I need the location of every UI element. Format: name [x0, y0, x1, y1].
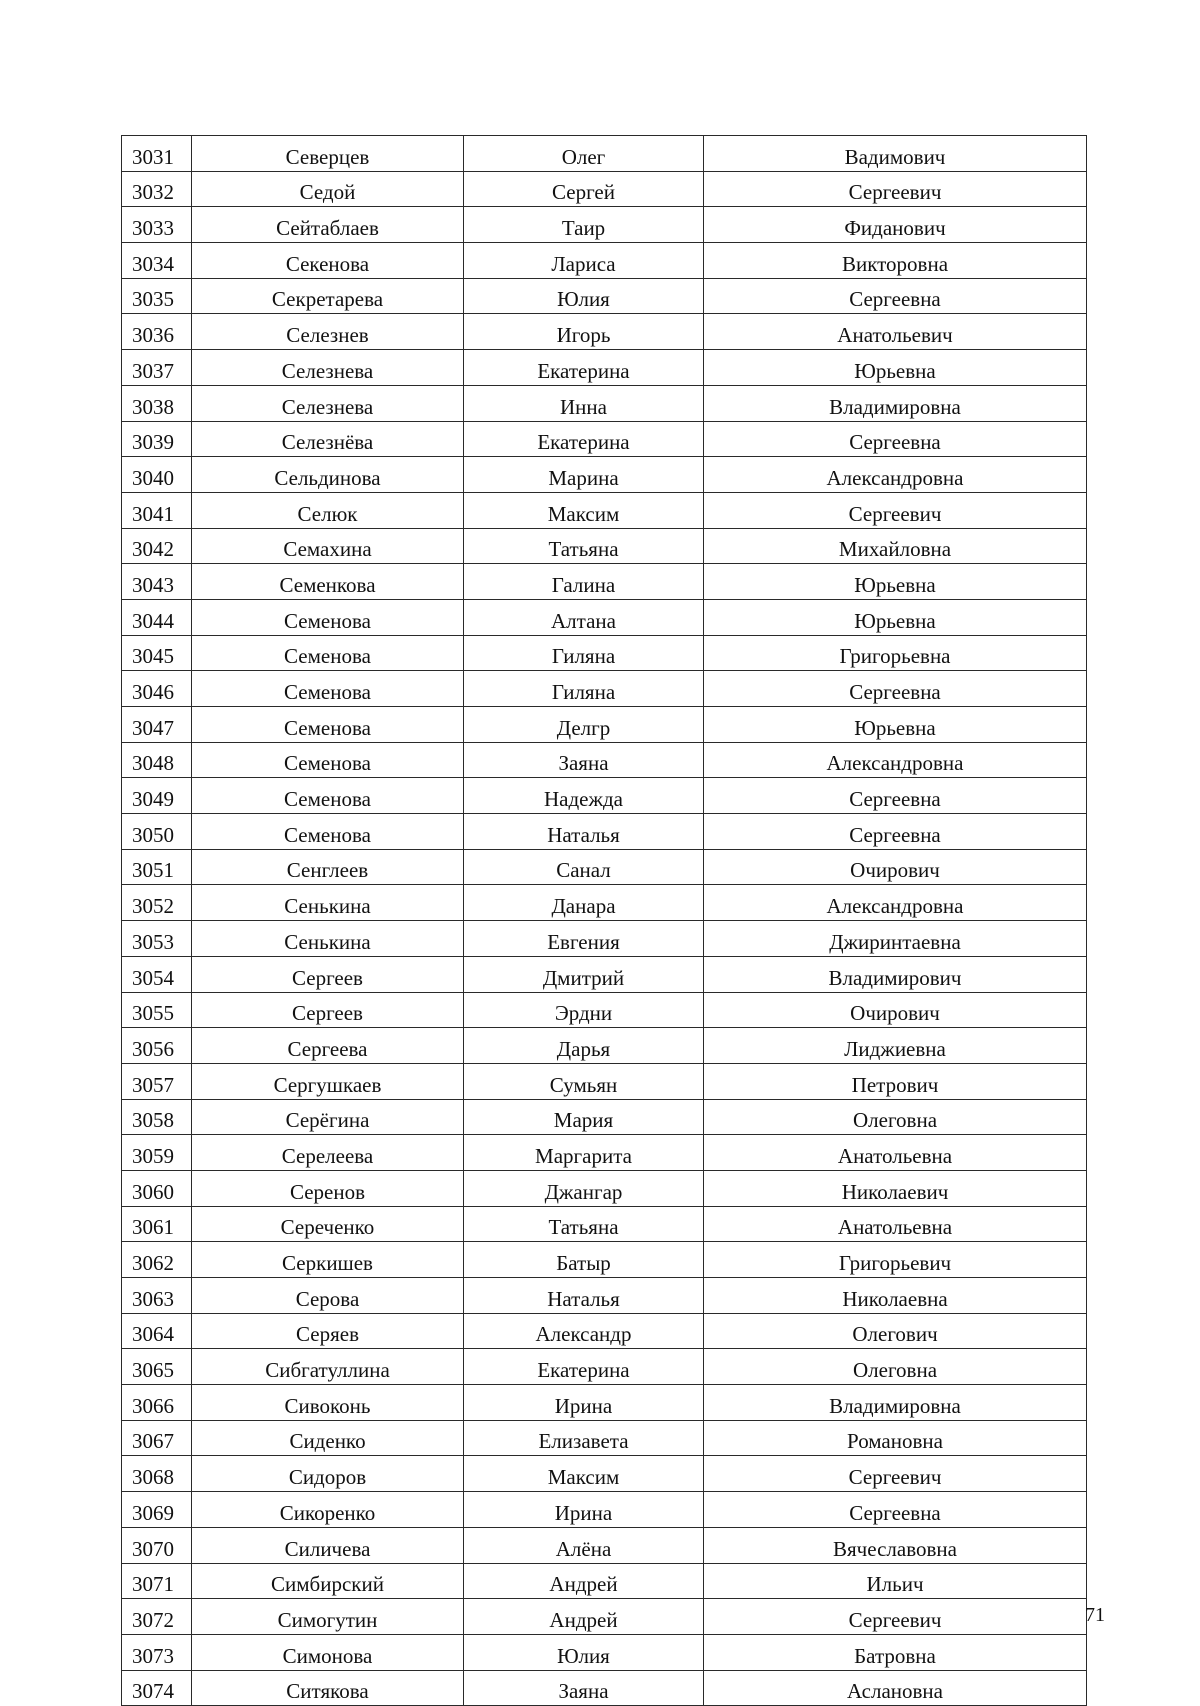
table-row [122, 278, 1087, 314]
table-row [122, 171, 1087, 207]
patronymic-cell: Петрович [704, 1063, 1087, 1099]
patronymic-cell: Владимировна [704, 385, 1087, 421]
last-name-cell: Семенова [192, 707, 464, 743]
row-number-cell: 3033 [122, 207, 192, 243]
last-name-cell: Семенова [192, 599, 464, 635]
last-name-cell: Сенькина [192, 921, 464, 957]
first-name-cell: Екатерина [464, 421, 704, 457]
page-number: 71 [1085, 1604, 1105, 1626]
last-name-cell: Сибгатуллина [192, 1349, 464, 1385]
last-name-cell: Семенова [192, 671, 464, 707]
patronymic-cell: Анатольевна [704, 1206, 1087, 1242]
patronymic-cell: Сергеевич [704, 1599, 1087, 1635]
patronymic-cell: Ильич [704, 1563, 1087, 1599]
table-row [122, 314, 1087, 350]
row-number-cell: 3058 [122, 1099, 192, 1135]
row-number-cell: 3047 [122, 707, 192, 743]
patronymic-cell: Очирович [704, 849, 1087, 885]
first-name-cell: Андрей [464, 1563, 704, 1599]
table-row [122, 1599, 1087, 1635]
last-name-cell: Семенова [192, 635, 464, 671]
patronymic-cell: Батровна [704, 1634, 1087, 1670]
name-table-body [122, 136, 1087, 1706]
last-name-cell: Серёгина [192, 1099, 464, 1135]
row-number-cell: 3032 [122, 171, 192, 207]
row-number-cell: 3041 [122, 492, 192, 528]
patronymic-cell: Сергеевич [704, 1456, 1087, 1492]
first-name-cell: Заяна [464, 742, 704, 778]
row-number-cell: 3048 [122, 742, 192, 778]
table-row [122, 599, 1087, 635]
row-number-cell: 3055 [122, 992, 192, 1028]
patronymic-cell: Лиджиевна [704, 1028, 1087, 1064]
table-row [122, 1242, 1087, 1278]
last-name-cell: Сергеев [192, 956, 464, 992]
row-number-cell: 3067 [122, 1420, 192, 1456]
patronymic-cell: Григорьевна [704, 635, 1087, 671]
patronymic-cell: Сергеевна [704, 814, 1087, 850]
first-name-cell: Юлия [464, 1634, 704, 1670]
row-number-cell: 3071 [122, 1563, 192, 1599]
name-table [121, 135, 1087, 1706]
row-number-cell: 3050 [122, 814, 192, 850]
first-name-cell: Игорь [464, 314, 704, 350]
first-name-cell: Батыр [464, 1242, 704, 1278]
first-name-cell: Андрей [464, 1599, 704, 1635]
first-name-cell: Екатерина [464, 350, 704, 386]
table-row [122, 243, 1087, 279]
patronymic-cell: Александровна [704, 457, 1087, 493]
first-name-cell: Дарья [464, 1028, 704, 1064]
row-number-cell: 3043 [122, 564, 192, 600]
table-row [122, 457, 1087, 493]
last-name-cell: Серяев [192, 1313, 464, 1349]
table-row [122, 742, 1087, 778]
row-number-cell: 3051 [122, 849, 192, 885]
row-number-cell: 3034 [122, 243, 192, 279]
patronymic-cell: Олеговна [704, 1349, 1087, 1385]
first-name-cell: Александр [464, 1313, 704, 1349]
table-row [122, 1385, 1087, 1421]
patronymic-cell: Вадимович [704, 136, 1087, 172]
table-row [122, 1028, 1087, 1064]
last-name-cell: Серова [192, 1278, 464, 1314]
last-name-cell: Сергеев [192, 992, 464, 1028]
row-number-cell: 3068 [122, 1456, 192, 1492]
last-name-cell: Семенова [192, 814, 464, 850]
row-number-cell: 3073 [122, 1634, 192, 1670]
patronymic-cell: Сергеевна [704, 671, 1087, 707]
patronymic-cell: Викторовна [704, 243, 1087, 279]
first-name-cell: Ирина [464, 1385, 704, 1421]
last-name-cell: Седой [192, 171, 464, 207]
first-name-cell: Надежда [464, 778, 704, 814]
patronymic-cell: Романовна [704, 1420, 1087, 1456]
patronymic-cell: Александровна [704, 742, 1087, 778]
last-name-cell: Селюк [192, 492, 464, 528]
patronymic-cell: Сергеевич [704, 492, 1087, 528]
first-name-cell: Джангар [464, 1170, 704, 1206]
first-name-cell: Екатерина [464, 1349, 704, 1385]
last-name-cell: Селезнёва [192, 421, 464, 457]
first-name-cell: Максим [464, 492, 704, 528]
last-name-cell: Сельдинова [192, 457, 464, 493]
first-name-cell: Заяна [464, 1670, 704, 1706]
table-row [122, 1170, 1087, 1206]
first-name-cell: Евгения [464, 921, 704, 957]
patronymic-cell: Сергеевна [704, 278, 1087, 314]
last-name-cell: Семенова [192, 778, 464, 814]
patronymic-cell: Сергеевна [704, 1492, 1087, 1528]
first-name-cell: Алтана [464, 599, 704, 635]
last-name-cell: Ситякова [192, 1670, 464, 1706]
row-number-cell: 3056 [122, 1028, 192, 1064]
last-name-cell: Селезнева [192, 350, 464, 386]
first-name-cell: Татьяна [464, 528, 704, 564]
row-number-cell: 3057 [122, 1063, 192, 1099]
table-row [122, 992, 1087, 1028]
row-number-cell: 3060 [122, 1170, 192, 1206]
patronymic-cell: Анатольевна [704, 1135, 1087, 1171]
table-row [122, 814, 1087, 850]
first-name-cell: Максим [464, 1456, 704, 1492]
last-name-cell: Симонова [192, 1634, 464, 1670]
table-row [122, 492, 1087, 528]
last-name-cell: Семенкова [192, 564, 464, 600]
patronymic-cell: Владимировна [704, 1385, 1087, 1421]
last-name-cell: Селезнева [192, 385, 464, 421]
last-name-cell: Сивоконь [192, 1385, 464, 1421]
table-row [122, 1135, 1087, 1171]
first-name-cell: Галина [464, 564, 704, 600]
first-name-cell: Сумьян [464, 1063, 704, 1099]
first-name-cell: Алёна [464, 1527, 704, 1563]
row-number-cell: 3061 [122, 1206, 192, 1242]
first-name-cell: Наталья [464, 814, 704, 850]
row-number-cell: 3066 [122, 1385, 192, 1421]
table-row [122, 1349, 1087, 1385]
last-name-cell: Сейтаблаев [192, 207, 464, 243]
first-name-cell: Инна [464, 385, 704, 421]
last-name-cell: Силичева [192, 1527, 464, 1563]
first-name-cell: Татьяна [464, 1206, 704, 1242]
table-row [122, 350, 1087, 386]
table-row [122, 778, 1087, 814]
table-row [122, 671, 1087, 707]
first-name-cell: Маргарита [464, 1135, 704, 1171]
table-row [122, 207, 1087, 243]
table-row [122, 385, 1087, 421]
table-row [122, 707, 1087, 743]
row-number-cell: 3059 [122, 1135, 192, 1171]
last-name-cell: Сидоров [192, 1456, 464, 1492]
last-name-cell: Сенькина [192, 885, 464, 921]
first-name-cell: Мария [464, 1099, 704, 1135]
patronymic-cell: Джиринтаевна [704, 921, 1087, 957]
first-name-cell: Гиляна [464, 635, 704, 671]
first-name-cell: Юлия [464, 278, 704, 314]
first-name-cell: Сергей [464, 171, 704, 207]
row-number-cell: 3070 [122, 1527, 192, 1563]
row-number-cell: 3062 [122, 1242, 192, 1278]
patronymic-cell: Очирович [704, 992, 1087, 1028]
last-name-cell: Сергушкаев [192, 1063, 464, 1099]
row-number-cell: 3044 [122, 599, 192, 635]
patronymic-cell: Григорьевич [704, 1242, 1087, 1278]
last-name-cell: Сереченко [192, 1206, 464, 1242]
row-number-cell: 3063 [122, 1278, 192, 1314]
last-name-cell: Сергеева [192, 1028, 464, 1064]
row-number-cell: 3036 [122, 314, 192, 350]
row-number-cell: 3038 [122, 385, 192, 421]
table-row [122, 421, 1087, 457]
table-row [122, 1492, 1087, 1528]
patronymic-cell: Николаевна [704, 1278, 1087, 1314]
table-row [122, 1563, 1087, 1599]
last-name-cell: Симбирский [192, 1563, 464, 1599]
row-number-cell: 3035 [122, 278, 192, 314]
first-name-cell: Делгр [464, 707, 704, 743]
first-name-cell: Марина [464, 457, 704, 493]
table-row [122, 956, 1087, 992]
row-number-cell: 3040 [122, 457, 192, 493]
patronymic-cell: Олегович [704, 1313, 1087, 1349]
table-row [122, 1099, 1087, 1135]
first-name-cell: Лариса [464, 243, 704, 279]
table-row [122, 1313, 1087, 1349]
patronymic-cell: Фиданович [704, 207, 1087, 243]
patronymic-cell: Юрьевна [704, 707, 1087, 743]
table-row [122, 1670, 1087, 1706]
table-row [122, 1456, 1087, 1492]
row-number-cell: 3065 [122, 1349, 192, 1385]
patronymic-cell: Юрьевна [704, 599, 1087, 635]
row-number-cell: 3053 [122, 921, 192, 957]
row-number-cell: 3052 [122, 885, 192, 921]
patronymic-cell: Николаевич [704, 1170, 1087, 1206]
first-name-cell: Ирина [464, 1492, 704, 1528]
first-name-cell: Гиляна [464, 671, 704, 707]
table-row [122, 1063, 1087, 1099]
patronymic-cell: Александровна [704, 885, 1087, 921]
patronymic-cell: Вячеславовна [704, 1527, 1087, 1563]
last-name-cell: Серелеева [192, 1135, 464, 1171]
row-number-cell: 3054 [122, 956, 192, 992]
first-name-cell: Данара [464, 885, 704, 921]
table-row [122, 1420, 1087, 1456]
table-row [122, 849, 1087, 885]
patronymic-cell: Михайловна [704, 528, 1087, 564]
row-number-cell: 3039 [122, 421, 192, 457]
last-name-cell: Секенова [192, 243, 464, 279]
table-row [122, 1527, 1087, 1563]
table-row [122, 564, 1087, 600]
row-number-cell: 3031 [122, 136, 192, 172]
patronymic-cell: Сергеевна [704, 778, 1087, 814]
row-number-cell: 3064 [122, 1313, 192, 1349]
first-name-cell: Эрдни [464, 992, 704, 1028]
first-name-cell: Дмитрий [464, 956, 704, 992]
last-name-cell: Семахина [192, 528, 464, 564]
first-name-cell: Наталья [464, 1278, 704, 1314]
table-row [122, 1634, 1087, 1670]
last-name-cell: Секретарева [192, 278, 464, 314]
last-name-cell: Серенов [192, 1170, 464, 1206]
last-name-cell: Селезнев [192, 314, 464, 350]
first-name-cell: Олег [464, 136, 704, 172]
row-number-cell: 3046 [122, 671, 192, 707]
table-row [122, 1206, 1087, 1242]
last-name-cell: Серкишев [192, 1242, 464, 1278]
table-row [122, 136, 1087, 172]
row-number-cell: 3074 [122, 1670, 192, 1706]
patronymic-cell: Сергеевна [704, 421, 1087, 457]
last-name-cell: Северцев [192, 136, 464, 172]
last-name-cell: Семенова [192, 742, 464, 778]
patronymic-cell: Владимирович [704, 956, 1087, 992]
patronymic-cell: Олеговна [704, 1099, 1087, 1135]
first-name-cell: Таир [464, 207, 704, 243]
last-name-cell: Симогутин [192, 1599, 464, 1635]
patronymic-cell: Юрьевна [704, 350, 1087, 386]
last-name-cell: Сенглеев [192, 849, 464, 885]
row-number-cell: 3042 [122, 528, 192, 564]
patronymic-cell: Сергеевич [704, 171, 1087, 207]
first-name-cell: Санал [464, 849, 704, 885]
table-row [122, 528, 1087, 564]
row-number-cell: 3069 [122, 1492, 192, 1528]
patronymic-cell: Аслановна [704, 1670, 1087, 1706]
first-name-cell: Елизавета [464, 1420, 704, 1456]
table-row [122, 1278, 1087, 1314]
patronymic-cell: Юрьевна [704, 564, 1087, 600]
row-number-cell: 3037 [122, 350, 192, 386]
row-number-cell: 3045 [122, 635, 192, 671]
patronymic-cell: Анатольевич [704, 314, 1087, 350]
last-name-cell: Сиденко [192, 1420, 464, 1456]
table-row [122, 921, 1087, 957]
last-name-cell: Сикоренко [192, 1492, 464, 1528]
table-row [122, 635, 1087, 671]
row-number-cell: 3049 [122, 778, 192, 814]
table-row [122, 885, 1087, 921]
row-number-cell: 3072 [122, 1599, 192, 1635]
